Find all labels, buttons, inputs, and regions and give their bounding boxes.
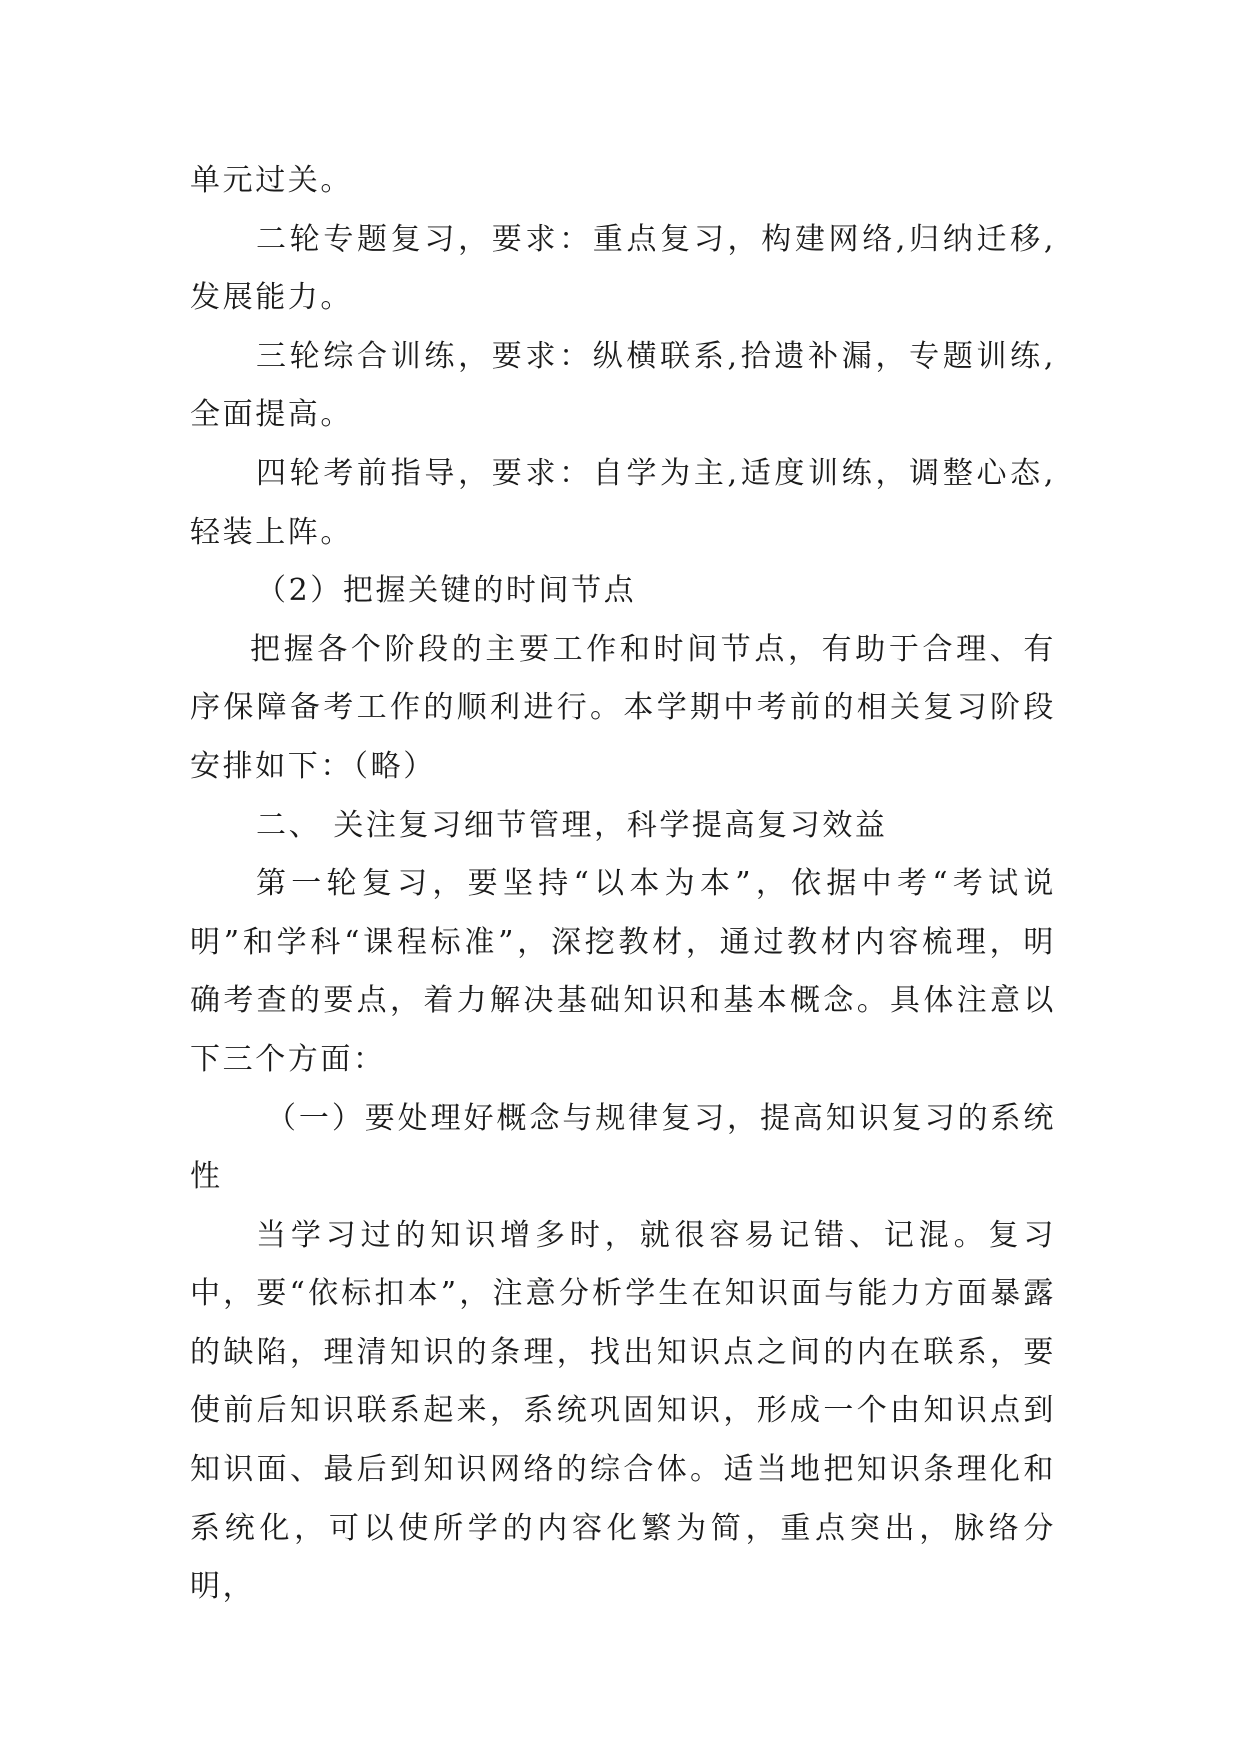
- document-body: [190, 152, 1056, 1617]
- paragraph-first-round: 第一轮复习，要坚持“以本为本”，依据中考“考试说明”和学科“课程标准”，深挖教材，通过教材内容梳理，明确考查的要点，着力解决基础知识和基本概念。具体注意以下三个方面：: [190, 866, 1056, 1077]
- paragraph-round-three: 三轮综合训练，要求：纵横联系,拾遗补漏，专题训练,全面提高。: [190, 338, 1056, 433]
- subheading-concepts: （一）要处理好概念与规律复习，提高知识复习的系统性: [190, 1100, 1056, 1195]
- heading-section-two: 二、 关注复习细节管理，科学提高复习效益: [256, 807, 888, 843]
- subheading-time-nodes: （2）把握关键的时间节点: [256, 573, 637, 609]
- paragraph-round-two: 二轮专题复习，要求：重点复习，构建网络,归纳迁移,发展能力。: [190, 221, 1056, 316]
- paragraph-knowledge-system: 当学习过的知识增多时，就很容易记错、记混。复习中，要“依标扣本”，注意分析学生在知识面与能力方面暴露的缺陷，理清知识的条理，找出知识点之间的内在联系，要使前后知识联系起来，系统巩固知识，形成一个由知识点到知识面、最后到知识网络的综合体。适当地把知识条理化和系统化，可以使所学的内容化繁为简，重点突出，脉络分明，: [190, 1217, 1056, 1605]
- paragraph-time-nodes: 把握各个阶段的主要工作和时间节点，有助于合理、有序保障备考工作的顺利进行。本学期中考前的相关复习阶段安排如下：（略）: [190, 631, 1056, 784]
- paragraph-unit-pass: 单元过关。: [190, 163, 353, 198]
- paragraph-round-four: 四轮考前指导，要求：自学为主,适度训练，调整心态,轻装上阵。: [190, 455, 1056, 550]
